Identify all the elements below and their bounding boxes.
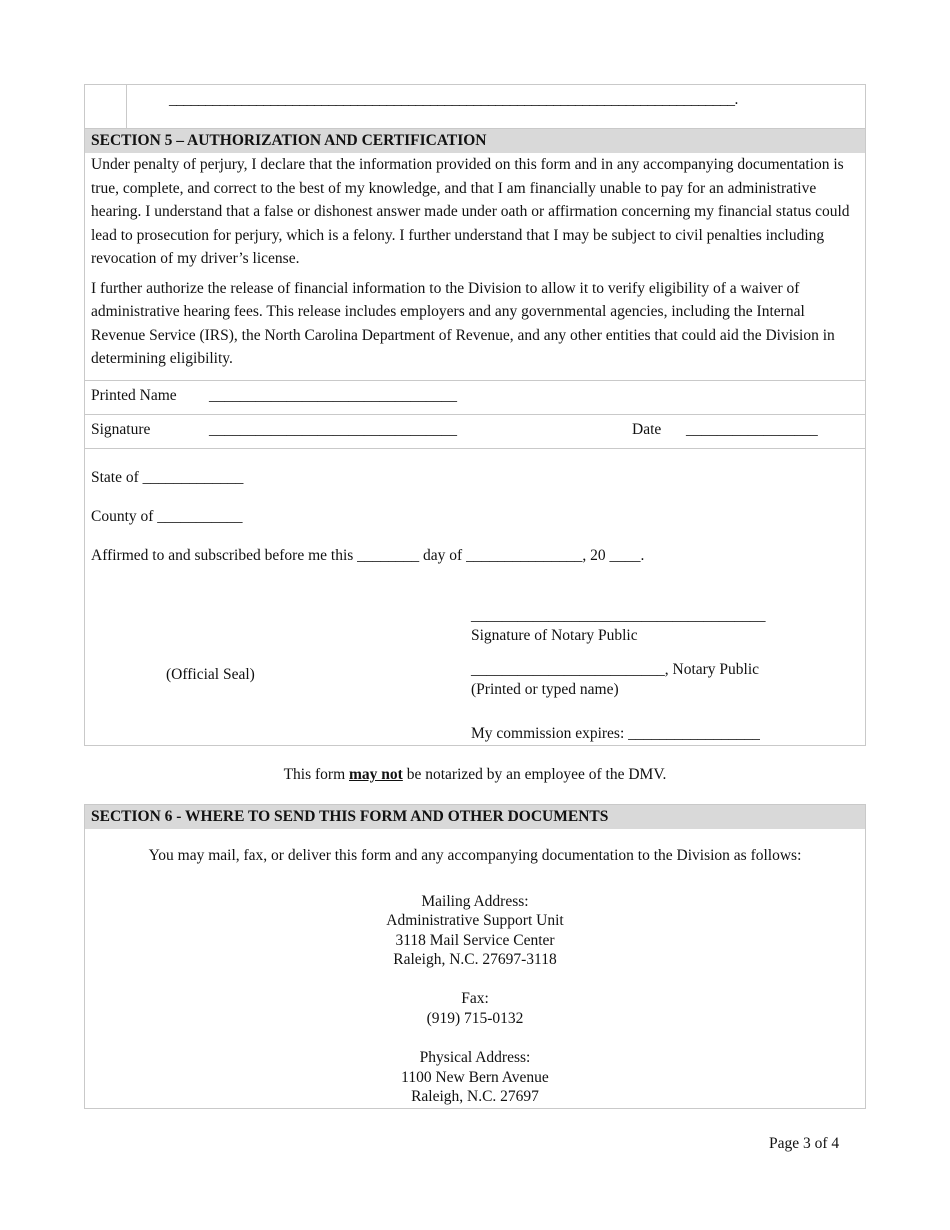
section-5-authorization xyxy=(84,128,866,746)
mailing-address-line: Administrative Support Unit xyxy=(386,912,564,929)
section-6-header: SECTION 6 - WHERE TO SEND THIS FORM AND OTHER DOCUMENTS xyxy=(85,805,865,829)
section-5-header: SECTION 5 – AUTHORIZATION AND CERTIFICATION xyxy=(85,129,865,153)
physical-address-line: Raleigh, N.C. 27697 xyxy=(411,1088,539,1105)
physical-address-label: Physical Address: xyxy=(419,1049,531,1066)
mailing-address-line: Raleigh, N.C. 27697-3118 xyxy=(393,951,557,968)
note-text-before: This form xyxy=(283,766,350,783)
affirmed-statement[interactable]: Affirmed to and subscribed before me this ________ day of _______________, 20 ____. xyxy=(91,547,645,564)
printed-name-field[interactable]: ________________________________ xyxy=(209,387,457,404)
notary-signature-line[interactable]: ______________________________________ xyxy=(471,607,766,624)
mailing-address-line: 3118 Mail Service Center xyxy=(395,932,555,949)
printed-name-label: Printed Name xyxy=(91,387,177,404)
financial-release-paragraph: I further authorize the release of financial information to the Division to allow it to verify eligibility of a waiver of administrative hearing fees. This release includes employers and any governmental agencies, including the Internal Revenue Service (IRS), the North Carolina Department of Revenue, and any other entities that could aid the Division in determining eligibility. xyxy=(91,279,835,367)
fax-label: Fax: xyxy=(461,990,489,1007)
perjury-declaration-paragraph: Under penalty of perjury, I declare that the information provided on this form and in any accompanying documentation is true, complete, and correct to the best of my knowledge, and that I am financially unable to pay for an administrative hearing. I understand that a false or dishonest answer made under oath or affirmation concerning my financial status could lead to prosecution for perjury, which is a felony. I further understand that I may be subject to civil penalties including revocation of my driver’s license. xyxy=(91,156,850,267)
cell-divider xyxy=(126,85,127,128)
send-instructions: You may mail, fax, or deliver this form and any accompanying documentation to the Division as follows: xyxy=(148,847,802,864)
section-6-send-form xyxy=(84,804,866,1109)
date-field[interactable]: _________________ xyxy=(686,421,818,438)
notary-signature-label: Signature of Notary Public xyxy=(471,627,638,644)
physical-address-line: 1100 New Bern Avenue xyxy=(401,1069,549,1086)
divider xyxy=(85,448,865,449)
previous-section-answer-box xyxy=(84,84,866,128)
fax-number: (919) 715-0132 xyxy=(426,1010,524,1027)
notarization-note xyxy=(0,766,950,784)
notary-printed-name-line[interactable]: _________________________, Notary Public xyxy=(471,661,760,678)
answer-blank-line[interactable]: ______________________________________________________________________________. xyxy=(169,91,738,108)
divider xyxy=(85,414,865,415)
notary-printed-name-label: (Printed or typed name) xyxy=(471,681,619,698)
mailing-address-label: Mailing Address: xyxy=(421,893,529,910)
state-of-field[interactable]: State of _____________ xyxy=(91,469,244,486)
county-of-field[interactable]: County of ___________ xyxy=(91,508,243,525)
note-emphasis: may not xyxy=(349,766,403,783)
signature-label: Signature xyxy=(91,421,151,438)
official-seal-label: (Official Seal) xyxy=(166,666,255,683)
page-number: Page 3 of 4 xyxy=(769,1135,840,1152)
commission-expires-field[interactable]: My commission expires: _________________ xyxy=(471,725,760,742)
divider xyxy=(85,380,865,381)
date-label: Date xyxy=(632,421,662,438)
signature-field[interactable]: ________________________________ xyxy=(209,421,457,438)
note-text-after: be notarized by an employee of the DMV. xyxy=(402,766,667,783)
